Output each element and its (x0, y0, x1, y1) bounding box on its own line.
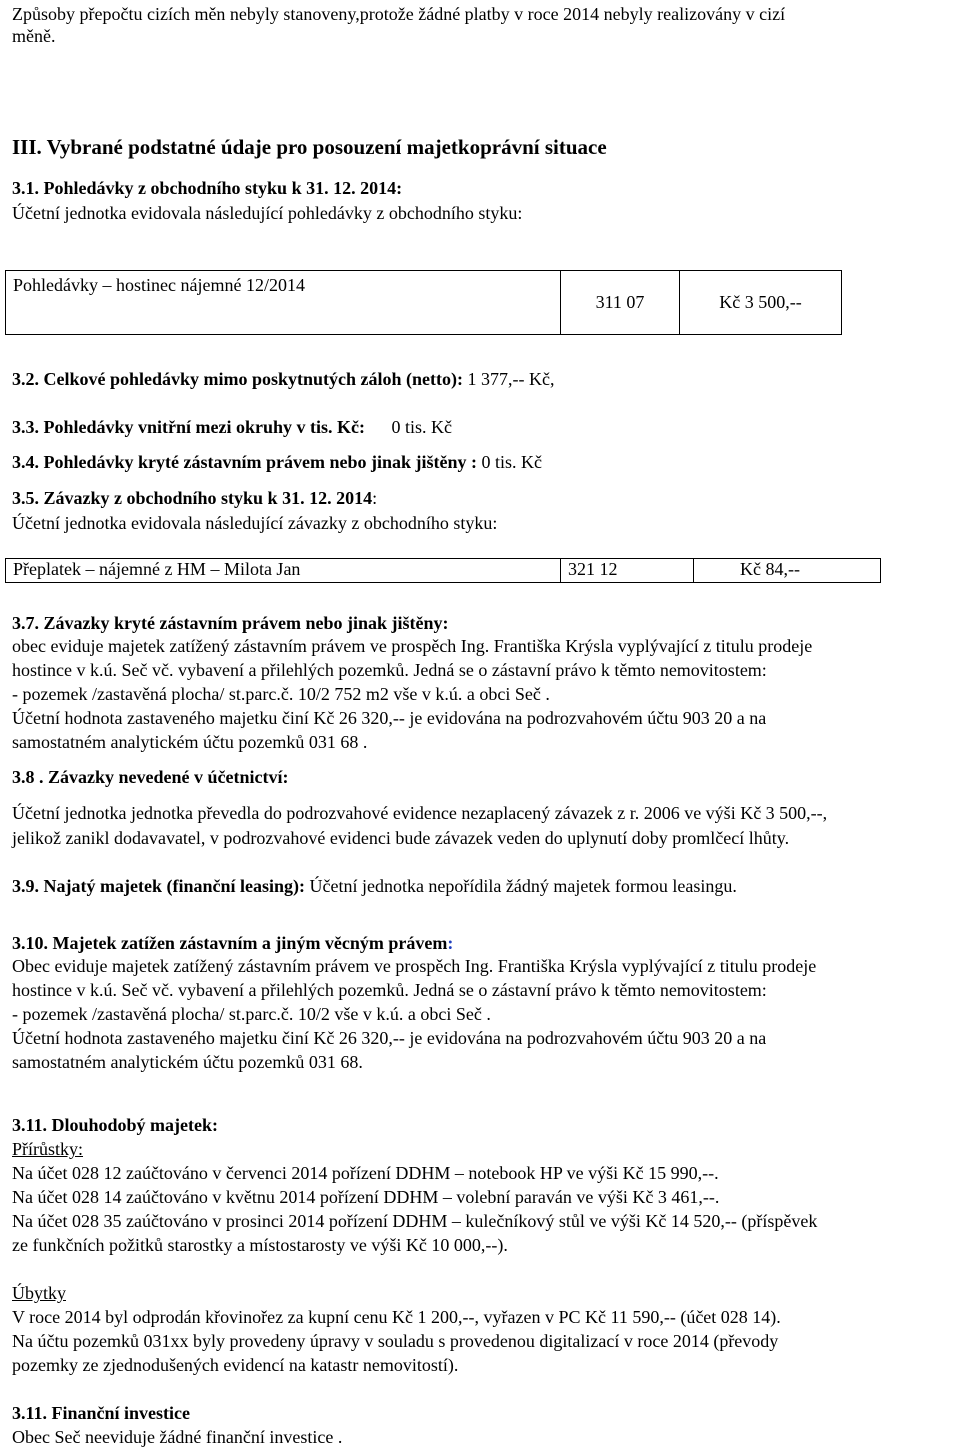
paragraph-line: - pozemek /zastavěná plocha/ st.parc.č. 10/2 752 m2 vše v k.ú. a obci Seč . (12, 684, 550, 704)
subsection-line (12, 416, 452, 438)
paragraph-line: Na účet 028 14 zaúčtováno v květnu 2014 pořízení DDHM – volební paraván ve výši Kč 3 461,--. (12, 1187, 720, 1207)
subsection-line (12, 932, 453, 954)
paragraph: Účetní jednotka evidovala následující závazky z obchodního styku: (12, 513, 498, 533)
receivable-label: Pohledávky – hostinec nájemné 12/2014 (6, 271, 561, 335)
subsection-value: Účetní jednotka nepořídila žádný majetek formou leasingu. (309, 876, 737, 896)
paragraph-line: Na účet 028 12 zaúčtováno v červenci 2014 pořízení DDHM – notebook HP ve výši Kč 15 990,--. (12, 1163, 719, 1183)
subsection-heading: 3.7. Závazky kryté zástavním právem nebo jinak jištěny: (12, 613, 449, 633)
subsection-heading: 3.9. Najatý majetek (finanční leasing): (12, 876, 305, 896)
paragraph-line: Obec Seč neeviduje žádné finanční investice . (12, 1427, 343, 1447)
liability-account: 321 12 (561, 559, 694, 583)
subsection-heading: 3.3. Pohledávky vnitřní mezi okruhy v tis. Kč: (12, 417, 366, 437)
paragraph-line: Obec eviduje majetek zatížený zástavním právem ve prospěch Ing. Františka Krýsla vyplývající z titulu prodeje (12, 956, 817, 976)
section-heading: III. Vybrané podstatné údaje pro posouzení majetkoprávní situace (12, 135, 607, 159)
subsection-value: 0 tis. Kč (481, 452, 542, 472)
subsection-heading: 3.4. Pohledávky kryté zástavním právem nebo jinak jištěny : (12, 452, 477, 472)
receivables-table (5, 270, 842, 335)
paragraph-line: obec eviduje majetek zatížený zástavním právem ve prospěch Ing. Františka Krýsla vyplývající z titulu prodeje (12, 636, 813, 656)
heading-colon: : (372, 488, 378, 508)
heading-colon: : (447, 933, 454, 953)
paragraph-line: hostince v k.ú. Seč vč. vybavení a přilehlých pozemků. Jedná se o zástavní právo k těmto nemovitostem: (12, 660, 767, 680)
liabilities-table (5, 558, 881, 583)
paragraph-line: Na účet 028 35 zaúčtováno v prosinci 2014 pořízení DDHM – kulečníkový stůl ve výši Kč 14 520,-- (příspěvek (12, 1211, 818, 1231)
paragraph-line: V roce 2014 byl odprodán křovinořez za kupní cenu Kč 1 200,--, vyřazen v PC Kč 11 590,-- (účet 028 14). (12, 1307, 781, 1327)
paragraph-line: Na účtu pozemků 031xx byly provedeny úpravy v souladu s provedenou digitalizací v roce 2014 (převody (12, 1331, 779, 1351)
intro-line: měně. (12, 26, 56, 46)
increments-label: Přírůstky: (12, 1139, 84, 1159)
subsection-value: 1 377,-- Kč, (467, 369, 555, 389)
subsection-line (12, 368, 555, 390)
subsection-heading: 3.8 . Závazky nevedené v účetnictví: (12, 767, 289, 787)
subsection-heading: 3.2. Celkové pohledávky mimo poskytnutých záloh (netto): (12, 369, 464, 389)
decrements-label: Úbytky (12, 1283, 66, 1303)
subsection-heading: 3.5. Závazky z obchodního styku k 31. 12. 2014 (12, 488, 373, 508)
liability-label: Přeplatek – nájemné z HM – Milota Jan (6, 559, 561, 583)
subsection-heading: 3.11. Dlouhodobý majetek: (12, 1115, 219, 1135)
paragraph-line: pozemky ze zjednodušených evidencí na katastr nemovitostí). (12, 1355, 459, 1375)
paragraph-line: - pozemek /zastavěná plocha/ st.parc.č. 10/2 vše v k.ú. a obci Seč . (12, 1004, 491, 1024)
paragraph-line: hostince v k.ú. Seč vč. vybavení a přilehlých pozemků. Jedná se o zástavní právo k těmto nemovitostem: (12, 980, 767, 1000)
receivable-account: 311 07 (561, 271, 680, 335)
paragraph-line: Účetní jednotka jednotka převedla do podrozvahové evidence nezaplacený závazek z r. 2006 ve výši Kč 3 500,--, (12, 803, 828, 823)
paragraph-line: samostatném analytickém účtu pozemků 031 68 . (12, 732, 368, 752)
paragraph-line: samostatném analytickém účtu pozemků 031 68. (12, 1052, 363, 1072)
subsection-line (12, 487, 377, 509)
subsection-heading: 3.1. Pohledávky z obchodního styku k 31. 12. 2014: (12, 178, 403, 198)
paragraph: Účetní jednotka evidovala následující pohledávky z obchodního styku: (12, 203, 523, 223)
paragraph-line: jelikož zanikl dodavavatel, v podrozvahové evidenci bude závazek veden do uplynutí doby promlčecí lhůty. (12, 828, 790, 848)
receivable-amount: Kč 3 500,-- (680, 271, 842, 335)
subsection-line (12, 451, 542, 473)
paragraph-line: Účetní hodnota zastaveného majetku činí Kč 26 320,-- je evidována na podrozvahovém účtu 903 20 a na (12, 1028, 767, 1048)
subsection-value: 0 tis. Kč (391, 417, 453, 437)
subsection-line (12, 875, 737, 897)
intro-line: Způsoby přepočtu cizích měn nebyly stanoveny,protože žádné platby v roce 2014 nebyly realizovány v cizí (12, 4, 786, 24)
paragraph-line: ze funkčních požitků starostky a místostarosty ve výši Kč 10 000,--). (12, 1235, 508, 1255)
paragraph-line: Účetní hodnota zastaveného majetku činí Kč 26 320,-- je evidována na podrozvahovém účtu 903 20 a na (12, 708, 767, 728)
subsection-heading: 3.10. Majetek zatížen zástavním a jiným věcným právem (12, 933, 448, 953)
subsection-heading: 3.11. Finanční investice (12, 1403, 191, 1423)
liability-amount: Kč 84,-- (694, 559, 881, 583)
